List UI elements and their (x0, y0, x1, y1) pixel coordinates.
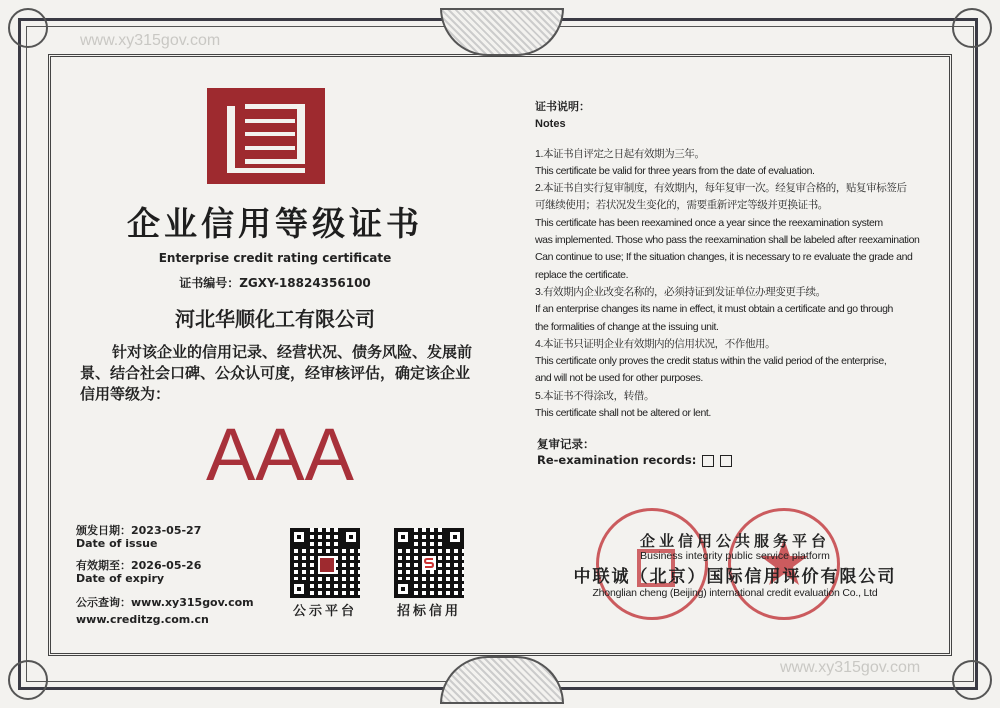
certificate-number: 证书编号：ZGXY-18824356100 (179, 276, 371, 290)
platform-name-cn: 企业信用公共服务平台 (639, 532, 830, 550)
query-website-2: www.creditzg.com.cn (76, 613, 209, 626)
notes-heading-cn: 证书说明： (535, 101, 590, 113)
issuer-company-cn: 中联诚（北京）国际信用评价有限公司 (573, 567, 897, 587)
note-line: the formalities of change at the issuing unit. (535, 320, 719, 333)
note-line: Can continue to use; If the situation changes, it is necessary to re evaluate the grade and (535, 251, 913, 264)
expiry-date: 有效期至：2026-05-26 (76, 559, 202, 572)
notes-lines (535, 146, 945, 423)
note-line: was implemented. Those who pass the reexamination shall be labeled after reexamination (535, 234, 920, 247)
issue-date-label-en: Date of issue (76, 537, 158, 550)
watermark-text: www.xy315gov.com (780, 659, 921, 676)
note-line: This certificate only proves the credit status within the valid period of the enterprise, (535, 355, 887, 368)
note-line: 3.有效期内企业改变名称的，必须持证到发证单位办理变更手续。 (535, 285, 826, 298)
query-website: 公示查询：www.xy315gov.com (76, 596, 254, 609)
note-line: 1.本证书自评定之日起有效期为三年。 (535, 147, 705, 160)
reexam-checkbox[interactable] (702, 455, 714, 467)
platform-name-en: Business integrity public service platform (640, 550, 830, 562)
watermark-text: www.xy315gov.com (80, 32, 221, 49)
reexam-records (537, 436, 732, 468)
corner-ornament-icon (952, 660, 992, 700)
note-line: This certificate be valid for three years from the date of evaluation. (535, 164, 815, 177)
certificate-subtitle: Enterprise credit rating certificate (158, 251, 392, 265)
certificate-title: 企业信用等级证书 (127, 204, 423, 243)
rating-statement: 针对该企业的信用记录、经营状况、债务风险、发展前景、结合社会口碑、公众认可度，经审核评估，确定该企业信用等级为： (80, 343, 473, 403)
qr-code-public-platform[interactable] (290, 528, 360, 598)
qr-code-bidding-credit[interactable] (394, 528, 464, 598)
qr-label: 公示平台 (292, 604, 357, 619)
note-line: 4.本证书只证明企业有效期内的信用状况，不作他用。 (535, 337, 776, 350)
expiry-date-label-en: Date of expiry (76, 572, 165, 585)
issuer-block (550, 532, 920, 600)
notes-section (535, 99, 945, 422)
credit-grade: AAA (205, 413, 355, 496)
note-line: This certificate shall not be altered or lent. (535, 407, 711, 420)
credit-seal-logo-icon (205, 86, 327, 186)
issuer-company-en: Zhonglian cheng (Beijing) international credit evaluation Co., Ltd (592, 587, 878, 599)
note-line: and will not be used for other purposes. (535, 372, 703, 385)
corner-ornament-icon (8, 8, 48, 48)
note-line: 可继续使用；若状况发生变化的，需要重新评定等级并更换证书。 (535, 199, 828, 212)
corner-ornament-icon (8, 660, 48, 700)
bidding-logo-icon (422, 556, 436, 570)
dates-block (76, 524, 254, 628)
note-line: 2.本证书自实行复审制度，有效期内，每年复审一次。经复审合格的，贴复审标签后 (535, 182, 907, 195)
note-line: If an enterprise changes its name in effect, it must obtain a certificate and go through (535, 303, 894, 316)
corner-ornament-icon (952, 8, 992, 48)
notes-heading-en: Notes (535, 118, 566, 131)
company-name: 河北华顺化工有限公司 (175, 307, 375, 331)
note-line: 5.本证书不得涂改，转借。 (535, 389, 655, 402)
issue-date: 颁发日期：2023-05-27 (76, 524, 202, 537)
note-line: This certificate has been reexamined once a year since the reexamination system (535, 216, 883, 229)
reexam-label-cn: 复审记录： (537, 437, 595, 451)
reexam-label-en: Re-examination records: (537, 453, 697, 467)
reexam-checkbox[interactable] (720, 455, 732, 467)
note-line: replace the certificate. (535, 268, 629, 281)
qr-label: 招标信用 (396, 604, 461, 619)
